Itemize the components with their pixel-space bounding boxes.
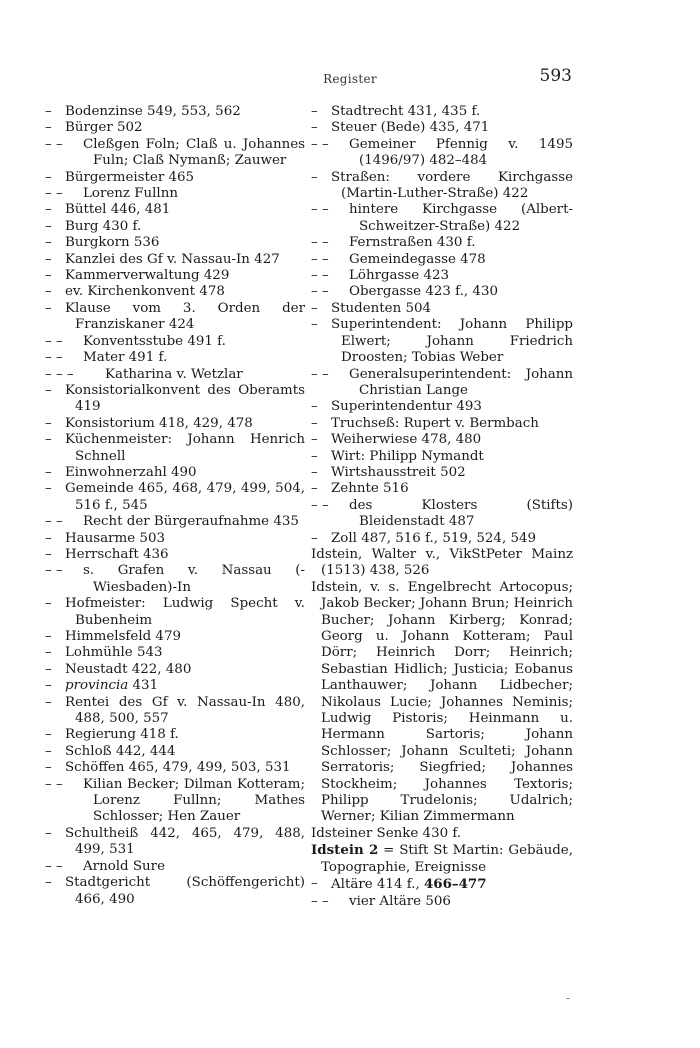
- index-entry-text: Gemeinde 465, 468, 479, 499, 504, 516 f., 545: [65, 481, 305, 513]
- subentry-dash: –: [45, 629, 52, 644]
- index-entry: [45, 678, 305, 694]
- subentry-dash: –: [311, 481, 318, 497]
- index-entry: [311, 894, 573, 910]
- index-entry: [311, 367, 573, 400]
- index-entry: [45, 252, 305, 268]
- subentry-dash: – –: [311, 366, 329, 382]
- subentry-dash: –: [311, 104, 318, 119]
- index-entry: [311, 170, 573, 203]
- subentry-dash: –: [311, 317, 318, 333]
- subentry-dash: –: [45, 760, 52, 776]
- index-entry: [45, 875, 305, 908]
- index-entry: [311, 432, 573, 448]
- margin-mark: [566, 998, 570, 999]
- subentry-dash: – –: [45, 563, 63, 579]
- index-entry-text: Bürger 502: [65, 120, 143, 136]
- index-entry-text: Studenten 504: [331, 300, 432, 316]
- index-entry: [311, 317, 573, 366]
- index-entry: [45, 547, 305, 563]
- subentry-dash: –: [45, 218, 52, 234]
- index-entry-text: Kilian Becker; Dilman Kotteram; Lorenz Fullnn; Mathes Schlosser; Hen Zauer: [83, 776, 305, 825]
- index-entry: [311, 301, 573, 317]
- subentry-dash: –: [45, 415, 52, 431]
- subentry-dash: –: [311, 432, 318, 448]
- index-entry-text: Idsteiner Senke 430 f.: [311, 825, 462, 841]
- subentry-dash: –: [45, 875, 52, 891]
- index-entry-text: Neustadt 422, 480: [65, 661, 192, 677]
- index-entry-text: Straßen: vordere Kirchgasse (Martin-Luther-Straße) 422: [331, 169, 573, 202]
- index-entry-text: Lohmühle 543: [65, 645, 163, 661]
- subentry-dash: –: [311, 464, 318, 480]
- subentry-dash: – –: [311, 893, 329, 909]
- index-entry-text: Gemeiner Pfennig v. 1495 (1496/97) 482–484: [349, 136, 573, 169]
- index-entry: [45, 334, 305, 350]
- index-entry-text: Truchseß: Rupert v. Bermbach: [331, 415, 539, 431]
- index-entry: [45, 301, 305, 334]
- index-entry-text: Konsistorium 418, 429, 478: [65, 415, 253, 431]
- index-entry: [45, 465, 305, 481]
- index-entry: [45, 760, 305, 776]
- subentry-dash: –: [45, 694, 52, 710]
- index-entry-text: Zoll 487, 516 f., 519, 524, 549: [331, 530, 537, 546]
- index-entry: [45, 383, 305, 416]
- subentry-dash: –: [45, 432, 52, 448]
- index-entry: [311, 481, 573, 497]
- index-entry-text: Katharina v. Wetzlar: [105, 366, 243, 382]
- index-entry-text: Rentei des Gf v. Nassau-In 480, 488, 500, 557: [65, 694, 305, 727]
- index-entry-text: Konsistorialkonvent des Oberamts 419: [65, 382, 305, 415]
- index-entry: [311, 104, 573, 120]
- index-entry: [311, 120, 573, 136]
- subentry-dash: –: [45, 300, 52, 316]
- subentry-dash: –: [45, 120, 52, 136]
- subentry-dash: –: [311, 300, 318, 316]
- index-entry: [45, 137, 305, 170]
- subentry-dash: –: [45, 235, 52, 251]
- index-entry-text: Idstein, Walter v., VikStPeter Mainz (1513) 438, 526: [311, 546, 573, 579]
- index-entry-text: Steuer (Bede) 435, 471: [331, 120, 490, 136]
- index-entry-text: Obergasse 423 f., 430: [349, 284, 498, 300]
- index-entry-text: Wirt: Philipp Nymandt: [331, 448, 484, 464]
- index-entry-text: Superintendent: Johann Philipp Elwert; Johann Friedrich Droosten; Tobias Weber: [331, 317, 573, 366]
- subentry-dash: – –: [311, 136, 329, 152]
- subentry-dash: – –: [311, 235, 329, 251]
- index-entry-text: Generalsuperintendent: Johann Christian Lange: [349, 366, 573, 398]
- index-entry: [45, 367, 305, 383]
- index-entry: [311, 268, 573, 284]
- index-entry: [311, 416, 573, 432]
- index-entry-text: hintere Kirchgasse (Albert-Schweitzer-Straße) 422: [349, 202, 573, 234]
- index-entry: [45, 170, 305, 186]
- subentry-dash: –: [45, 202, 52, 218]
- index-entry-text: Stadtrecht 431, 435 f.: [331, 104, 481, 119]
- index-entry-text: Mater 491 f.: [83, 350, 168, 366]
- index-entry-text: Burg 430 f.: [65, 218, 142, 234]
- index-entry-text: Herrschaft 436: [65, 546, 169, 562]
- index-entry: [45, 219, 305, 235]
- subentry-dash: – –: [311, 202, 329, 218]
- subentry-dash: –: [45, 284, 52, 300]
- subentry-dash: – –: [311, 268, 329, 284]
- index-entry-text: ev. Kirchenkonvent 478: [65, 284, 225, 300]
- index-entry-text: Konventsstube 491 f.: [83, 333, 226, 349]
- index-entry: [311, 826, 573, 842]
- index-entry: [45, 629, 305, 645]
- index-entry: [45, 514, 305, 530]
- index-entry: [311, 202, 573, 235]
- index-entry: [45, 268, 305, 284]
- index-entry: [45, 695, 305, 728]
- index-entry: [45, 645, 305, 661]
- index-entry: [311, 531, 573, 547]
- entry-rest: = Stift St Martin: Gebäude, Topographie, Ereignisse: [321, 843, 573, 875]
- index-entry: [311, 284, 573, 300]
- subentry-dash: – –: [45, 858, 63, 874]
- index-entry-text: Regierung 418 f.: [65, 727, 179, 743]
- index-entry: [311, 449, 573, 465]
- index-entry-text: Kanzlei des Gf v. Nassau-In 427: [65, 251, 280, 267]
- index-entry-text: Klause vom 3. Orden der Franziskaner 424: [65, 300, 305, 333]
- index-entry-text: Fernstraßen 430 f.: [349, 235, 476, 251]
- subentry-dash: –: [45, 596, 52, 612]
- index-entry: [311, 399, 573, 415]
- index-entry-text: Küchenmeister: Johann Henrich Schnell: [65, 432, 305, 464]
- index-entry-text: Hausarme 503: [65, 530, 165, 546]
- running-head: Register: [323, 72, 377, 86]
- index-entry: [45, 416, 305, 432]
- subentry-dash: –: [45, 481, 52, 497]
- index-entry: [45, 350, 305, 366]
- subentry-dash: – –: [45, 333, 63, 349]
- index-entry: [311, 547, 573, 580]
- index-entry-text: Idstein, v. s. Engelbrecht Artocopus; Jakob Becker; Johann Brun; Heinrich Bucher; Johann Kirberg; Konrad; Georg u. Johann Kotteram; Paul Dörr; Heinrich Dorr; Heinrich; Sebastian Hidlich; Justicia; Eobanus Lanthauwer; Johann Lidbecher; Nikolaus Lucie; Johannes Neminis; Ludwig Pistoris; Heinmann u. Hermann Sartoris; Johann Schlosser; Johann Sculteti; Johann Serratoris; Siegfried; Johannes Stockheim; Johannes Textoris; Philipp Trudelonis; Udalrich; Werner; Kilian Zimmermann: [311, 579, 573, 825]
- index-entry-text: Zehnte 516: [331, 481, 409, 497]
- index-entry: [311, 137, 573, 170]
- bold-term: Idstein 2: [311, 842, 379, 859]
- index-entry: [311, 235, 573, 251]
- index-entry: [45, 202, 305, 218]
- index-entry: [45, 596, 305, 629]
- subentry-dash: –: [45, 743, 52, 759]
- subentry-dash: –: [311, 448, 318, 464]
- index-entry: [45, 432, 305, 465]
- subentry-dash: –: [311, 169, 318, 185]
- index-entry-text: Burgkorn 536: [65, 235, 160, 251]
- index-entry-text: Kammerverwaltung 429: [65, 268, 230, 284]
- subentry-dash: –: [45, 169, 52, 185]
- entry-rest: 431: [128, 678, 159, 694]
- subentry-dash: –: [45, 678, 52, 694]
- subentry-dash: –: [311, 876, 318, 892]
- subentry-dash: –: [311, 399, 318, 415]
- subentry-dash: –: [45, 268, 52, 284]
- subentry-dash: –: [45, 382, 52, 398]
- index-entry: [45, 186, 305, 202]
- index-entry-text: s. Grafen v. Nassau (-Wiesbaden)-In: [83, 563, 305, 595]
- index-entry-text: Arnold Sure: [83, 858, 165, 874]
- index-entry: [45, 481, 305, 514]
- index-column-right: [311, 104, 573, 910]
- index-entry: [45, 235, 305, 251]
- index-entry-text: Schultheiß 442, 465, 479, 488, 499, 531: [65, 825, 305, 858]
- subentry-dash: –: [45, 661, 52, 677]
- index-entry: [45, 859, 305, 875]
- subentry-dash: –: [45, 727, 52, 743]
- subentry-dash: –: [45, 104, 52, 119]
- subentry-dash: – –: [311, 251, 329, 267]
- index-entry: [45, 563, 305, 596]
- index-entry: [311, 498, 573, 531]
- bold-pages: 466–477: [423, 876, 487, 893]
- subentry-dash: –: [45, 464, 52, 480]
- index-entry: [45, 662, 305, 678]
- subentry-dash: –: [45, 530, 52, 546]
- index-entry-text: Stadtgericht (Schöffengericht) 466, 490: [65, 875, 305, 907]
- index-entry-text: Superintendentur 493: [331, 399, 482, 415]
- index-entry-text: Gemeindegasse 478: [349, 251, 486, 267]
- subentry-dash: –: [311, 120, 318, 136]
- index-column-left: [45, 104, 305, 908]
- subentry-dash: – –: [311, 284, 329, 300]
- index-entry-text: vier Altäre 506: [349, 893, 451, 909]
- index-entry: [311, 252, 573, 268]
- subentry-dash: – –: [45, 136, 63, 152]
- index-entry-text: Löhrgasse 423: [349, 268, 450, 284]
- index-entry: [45, 777, 305, 826]
- index-entry-text: Himmelsfeld 479: [65, 629, 181, 644]
- index-entry: [311, 842, 573, 876]
- subentry-dash: – –: [45, 776, 63, 792]
- index-entry: [45, 531, 305, 547]
- index-entry: [45, 104, 305, 120]
- index-entry: [45, 120, 305, 136]
- index-entry: [311, 876, 573, 893]
- subentry-dash: – – –: [45, 366, 74, 382]
- subentry-dash: –: [311, 415, 318, 431]
- index-entry: [45, 826, 305, 859]
- index-entry-text: Einwohnerzahl 490: [65, 464, 197, 480]
- index-entry-text: Hofmeister: Ludwig Specht v. Bubenheim: [65, 596, 305, 628]
- index-entry-text: Weiherwiese 478, 480: [331, 432, 482, 448]
- subentry-dash: –: [45, 825, 52, 841]
- index-entry-text: [311, 842, 573, 876]
- page-number: 593: [539, 66, 572, 86]
- subentry-dash: –: [311, 530, 318, 546]
- index-entry-text: Wirtshausstreit 502: [331, 464, 466, 480]
- italic-term: provincia: [65, 678, 129, 694]
- index-entry: [45, 727, 305, 743]
- subentry-dash: –: [45, 251, 52, 267]
- index-entry-text: Cleßgen Foln; Claß u. Johannes Fuln; Claß Nymanß; Zauwer: [83, 136, 305, 169]
- index-entry-text: Lorenz Fullnn: [83, 186, 178, 202]
- index-entry-text: Schöffen 465, 479, 499, 503, 531: [65, 760, 291, 776]
- index-entry: [311, 465, 573, 481]
- subentry-dash: – –: [45, 350, 63, 366]
- subentry-dash: –: [45, 645, 52, 661]
- index-entry-text: Schloß 442, 444: [65, 743, 176, 759]
- entry-plain: Altäre 414 f.,: [331, 877, 424, 893]
- index-entry: [45, 284, 305, 300]
- index-entry: [311, 580, 573, 826]
- subentry-dash: –: [45, 546, 52, 562]
- index-entry-text: Büttel 446, 481: [65, 202, 171, 218]
- subentry-dash: – –: [45, 514, 63, 530]
- index-entry-text: Bodenzinse 549, 553, 562: [65, 104, 241, 119]
- subentry-dash: – –: [311, 497, 329, 513]
- index-entry: [45, 744, 305, 760]
- index-entry-text: des Klosters (Stifts) Bleidenstadt 487: [349, 497, 573, 530]
- index-entry-text: Recht der Bürgeraufnahme 435: [83, 514, 299, 530]
- subentry-dash: – –: [45, 186, 63, 202]
- index-entry-text: Bürgermeister 465: [65, 169, 195, 185]
